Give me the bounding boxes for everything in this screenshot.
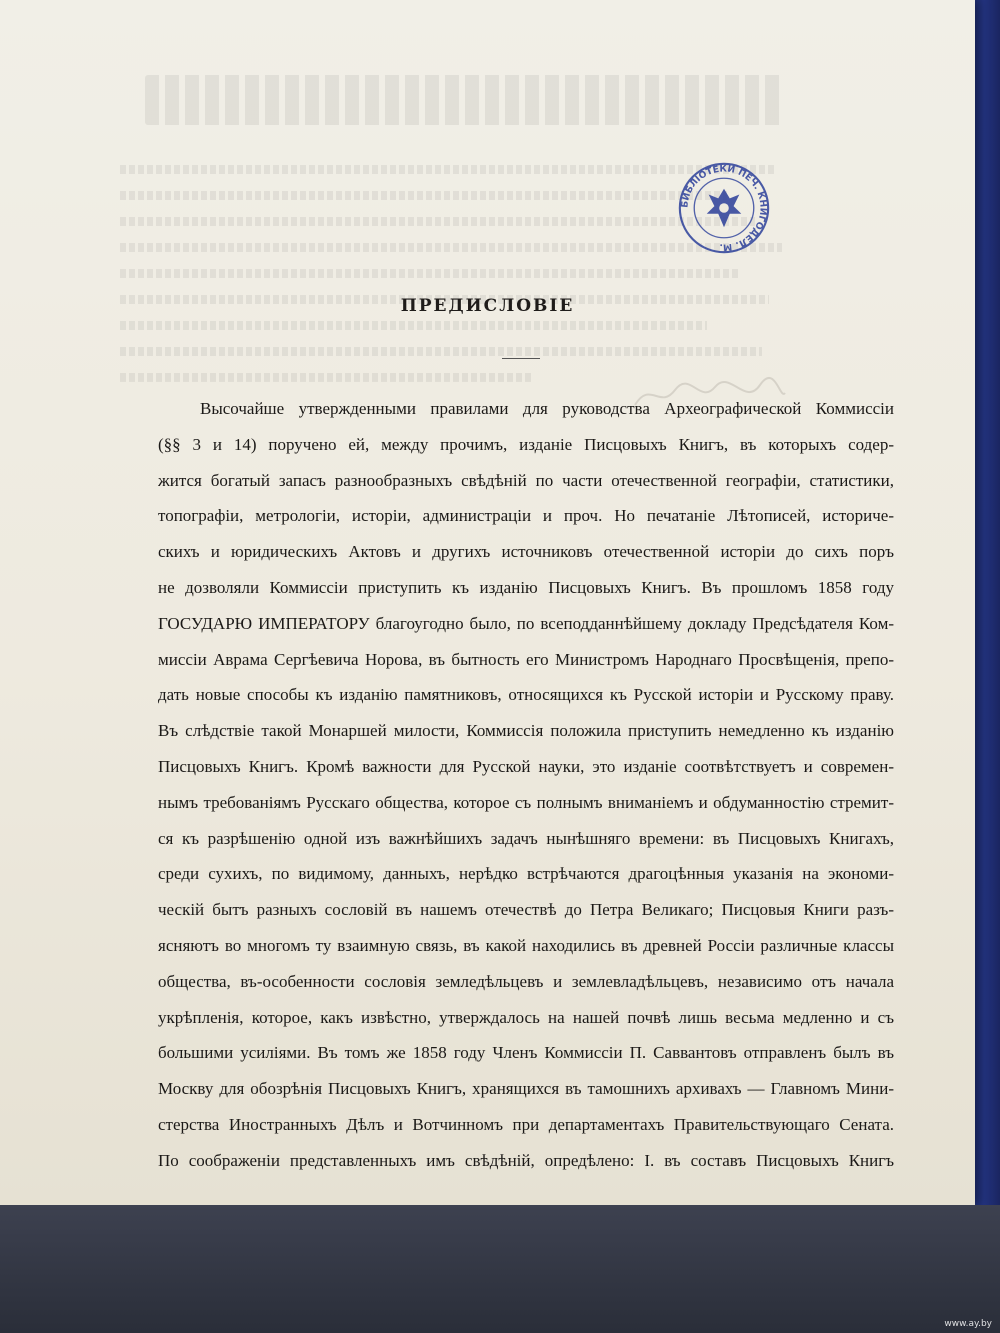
preface-body <box>158 391 894 1179</box>
text-line: общества, въ-особенности сословія земледѣльцевъ и землевладѣльцевъ, независимо отъ начала <box>158 971 894 991</box>
text-line: стерства Иностранныхъ Дѣлъ и Вотчинномъ при департаментахъ Правительствующаго Сената. <box>158 1114 894 1134</box>
text-line: жится богатый запасъ разнообразныхъ свѣдѣній по части отечественной географіи, статистики, <box>158 470 894 490</box>
text-line: не дозволяли Коммиссіи приступить къ изданію Писцовыхъ Книгъ. Въ прошломъ 1858 году <box>158 577 894 597</box>
text-line: нымъ требованіямъ Русскаго общества, которое съ полнымъ вниманіемъ и обдуманностію стремит- <box>158 792 894 812</box>
text-line: большими усиліями. Въ томъ же 1858 году Членъ Коммиссіи П. Саввантовъ отправленъ былъ въ <box>158 1043 894 1063</box>
text-line: Высочайше утвержденными правилами для руководства Археографической Коммиссіи <box>200 399 894 418</box>
text-line: среди сухихъ, по видимому, данныхъ, нерѣдко встрѣчаются драгоцѣнныя указанія на экономи- <box>158 864 894 884</box>
site-watermark: www.ay.by <box>944 1319 992 1329</box>
text-line: Москву для обозрѣнія Писцовыхъ Книгъ, хранящихся въ тамошнихъ архивахъ — Главномъ Мини- <box>158 1079 894 1099</box>
text-line: топографіи, метрологіи, исторіи, администраціи и проч. Но печатаніе Лѣтописей, историче- <box>158 506 894 526</box>
desk-surface <box>0 1205 1000 1333</box>
text-line: укрѣпленія, которое, какъ извѣстно, утверждалось на нашей почвѣ лишь весьма медленно и съ <box>158 1007 894 1027</box>
text-line: ясняютъ во многомъ ту взаимную связь, въ какой находились въ древней Россіи различные классы <box>158 935 894 955</box>
text-line: По соображеніи представленныхъ имъ свѣдѣній, опредѣлено: I. въ составъ Писцовыхъ Книгъ <box>158 1150 894 1170</box>
page-title: ПРЕДИСЛОВІЕ <box>400 296 575 316</box>
stamp-ring-text: БИБЛІОТЕКИ ПЕЧ. КНИГОДЕЛ. М. <box>680 164 768 252</box>
library-stamp-icon <box>676 160 772 256</box>
text-line: дать новые способы къ изданію памятниковъ, относящихся къ Русской исторіи и Русскому праву. <box>158 685 894 705</box>
text-line: Въ слѣдствіе такой Монаршей милости, Коммиссія положила приступить немедленно къ изданію <box>158 721 894 741</box>
text-line: Писцовыхъ Книгъ. Кромѣ важности для Русской науки, это изданіе соотвѣтствуетъ и современ- <box>158 756 894 776</box>
text-line: ГОСУДАРЮ ИМПЕРАТОРУ благоугодно было, по всеподданнѣйшему докладу Предсѣдателя Ком- <box>158 613 894 633</box>
text-line: скихъ и юридическихъ Актовъ и другихъ источниковъ отечественной исторіи до сихъ поръ <box>158 542 894 562</box>
text-line: миссіи Аврама Сергѣевича Норова, въ бытность его Министромъ Народнаго Просвѣщенія, препо- <box>158 649 894 669</box>
title-divider <box>502 358 540 359</box>
text-line: ческій бытъ разныхъ сословій въ нашемъ отечествѣ до Петра Великаго; Писцовыя Книги разъ- <box>158 900 894 920</box>
text-line: (§§ 3 и 14) поручено ей, между прочимъ, изданіе Писцовыхъ Книгъ, въ которыхъ содер- <box>158 434 894 454</box>
text-line: ся къ разрѣшенію одной изъ важнѣйшихъ задачъ нынѣшняго времени: въ Писцовыхъ Книгахъ, <box>158 828 894 848</box>
